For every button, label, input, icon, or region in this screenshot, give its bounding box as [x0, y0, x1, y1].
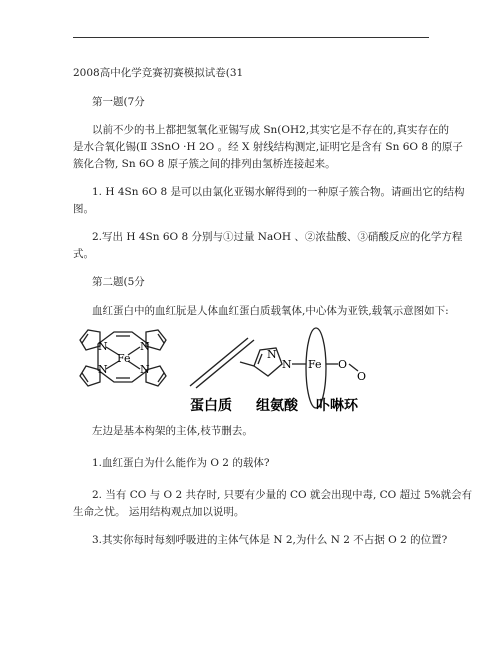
label-porphyrin: 卟啉环	[316, 398, 358, 414]
porphyrin-fe-label: Fe	[117, 352, 131, 365]
q2-item-2-line-1: 2. 当有 CO 与 O 2 共存时, 只要有少量的 CO 就会出现中毒, CO 超过 5%就会有	[92, 489, 473, 501]
porphyrin-n-label-top-right: N	[140, 340, 150, 353]
hemoglobin-oxygen-diagram	[70, 324, 390, 414]
chain-fe-label: Fe	[308, 358, 322, 371]
label-protein: 蛋白质	[190, 398, 232, 414]
q1-item-2-line-2: 式。	[73, 248, 94, 260]
q1-item-1-line-2: 图。	[73, 203, 94, 215]
porphyrin-n-label-bottom-left: N	[98, 363, 108, 376]
q2-item-1: 1.血红蛋白为什么能作为 O 2 的载体?	[92, 457, 270, 469]
imidazole-n-label: N	[267, 348, 277, 361]
q1-intro-line-1: 以前不少的书上都把氢氧化亚锡写成 Sn(OH2,其实它是不存在的,真实存在的	[92, 124, 450, 136]
q1-heading: 第一题(7分	[92, 96, 145, 108]
oxygen-1-label: O	[338, 358, 348, 371]
header-rule	[73, 37, 429, 38]
q2-item-2-line-2: 生命之忧。 运用结构观点加以说明。	[73, 506, 245, 518]
porphyrin-n-label-bottom-right: N	[140, 363, 150, 376]
q1-item-2-line-1: 2.写出 H 4Sn 6O 8 分别与①过量 NaOH 、②浓盐酸、③硝酸反应的化学方程	[92, 231, 463, 243]
label-histidine: 组氨酸	[256, 398, 298, 414]
q1-item-1-line-1: 1. H 4Sn 6O 8 是可以由氯化亚锡水解得到的一种原子簇合物。请画出它的结构	[92, 186, 465, 198]
porphyrin-n-label-top-left: N	[98, 340, 108, 353]
q2-heading: 第二题(5分	[92, 276, 145, 288]
exam-title: 2008高中化学竞赛初赛模拟试卷(31	[73, 67, 244, 79]
q2-item-3: 3.其实你每时每刻呼吸进的主体气体是 N 2,为什么 N 2 不占据 O 2 的位置?	[92, 534, 448, 546]
q1-intro-line-3: 簇化合物, Sn 6O 8 原子簇之间的排列由氢桥连接起来。	[73, 158, 336, 170]
oxygen-2-label: O	[357, 370, 367, 383]
chain-n-label: N	[282, 358, 292, 371]
q2-intro: 血红蛋白中的血红朊是人体血红蛋白质载氧体,中心体为亚铁,载氧示意图如下:	[92, 305, 449, 317]
q1-intro-line-2: 是水合氧化锡(Ⅱ 3SnO ·H 2O 。经 X 射线结构测定,证明它是含有 Sn 6O 8 的原子	[73, 141, 463, 153]
q2-caption: 左边是基本构架的主体,枝节删去。	[92, 425, 253, 437]
